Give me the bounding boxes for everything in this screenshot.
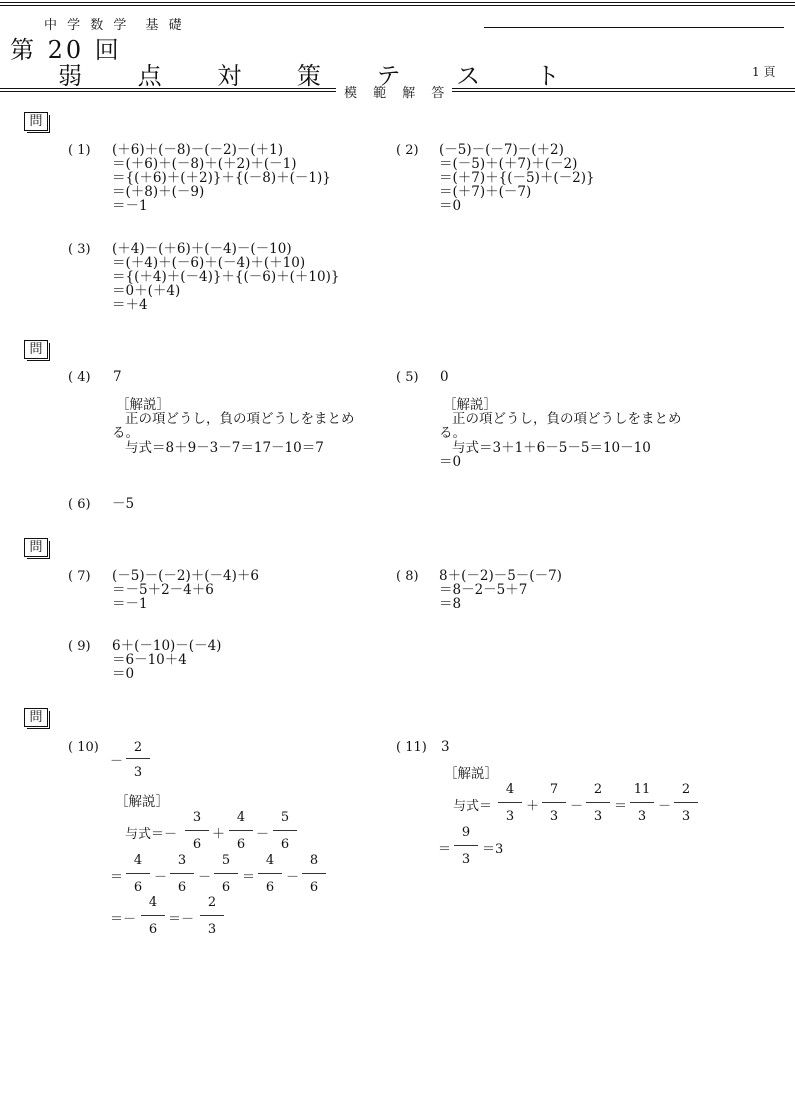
work-line: ＝6－10＋4 <box>112 652 187 668</box>
problem-5-answer: 0 <box>440 369 449 385</box>
name-line <box>484 27 784 28</box>
denominator: 3 <box>637 809 647 824</box>
work-line: ＝8－2－5＋7 <box>439 582 528 598</box>
work-line: ＝(－5)＋(＋7)＋(－2) <box>439 156 578 172</box>
explanation-line: る。 <box>112 425 139 441</box>
fraction-bar <box>454 845 478 846</box>
expression-prefix: ＝－ <box>110 912 137 927</box>
section-mark-2: 問 <box>24 340 48 359</box>
explanation-line: 正の項どうし，負の項どうしをまとめ <box>452 411 682 427</box>
problem-6-answer: －5 <box>112 496 135 512</box>
section-mark-1: 問 <box>24 112 48 131</box>
test-title: 弱 点 対 策 テ ス ト <box>58 62 584 90</box>
problem-7-number: ( 7) <box>68 569 91 584</box>
denominator: 3 <box>549 809 559 824</box>
numerator: 3 <box>192 810 202 825</box>
explanation-line: 正の項どうし，負の項どうしをまとめ <box>125 411 355 427</box>
fraction-bar <box>273 830 297 831</box>
fraction-bar <box>170 873 194 874</box>
top-rule <box>0 2 795 6</box>
numerator: 3 <box>177 853 187 868</box>
problem-5-number: ( 5) <box>396 370 419 385</box>
page-number: 1 頁 <box>752 65 776 79</box>
numerator: 5 <box>280 810 290 825</box>
work-line: (＋6)＋(－8)－(－2)－(＋1) <box>112 142 283 158</box>
round-number: 第 20 回 <box>10 36 122 64</box>
fraction-bar <box>185 830 209 831</box>
fraction-bar <box>229 830 253 831</box>
denominator: 3 <box>505 809 515 824</box>
work-line: ＝0 <box>439 198 462 214</box>
expression-prefix: 与式＝ <box>453 799 493 814</box>
numerator: 2 <box>133 740 143 755</box>
result: ＝3 <box>482 842 504 857</box>
fraction-bar <box>674 802 698 803</box>
problem-4-answer: 7 <box>113 369 122 385</box>
operator: － <box>286 870 300 885</box>
equals: ＝ <box>614 799 628 814</box>
expression-prefix: ＝ <box>438 842 452 857</box>
explanation-line: 与式＝8＋9－3－7＝17－10＝7 <box>125 440 324 456</box>
problem-6-number: ( 6) <box>68 497 91 512</box>
title-rule-right <box>452 88 795 92</box>
problem-4-kaisetsu: ［解説］ <box>116 397 170 413</box>
problem-10-number: ( 10) <box>68 740 99 755</box>
denominator: 6 <box>221 880 231 895</box>
operator: － <box>198 870 212 885</box>
problem-1-number: ( 1) <box>68 143 91 158</box>
problem-11-number: ( 11) <box>396 740 427 755</box>
explanation-line: 与式＝3＋1＋6－5－5＝10－10 <box>452 440 651 456</box>
denominator: 3 <box>133 765 143 780</box>
operator: ＋ <box>526 799 540 814</box>
numerator: 9 <box>461 825 471 840</box>
denominator: 6 <box>236 837 246 852</box>
operator: ＋ <box>212 827 226 842</box>
denominator: 3 <box>207 922 217 937</box>
fraction-bar <box>258 873 282 874</box>
work-line: (－5)－(－7)－(＋2) <box>439 142 564 158</box>
equals: ＝ <box>242 870 256 885</box>
work-line: ＝(＋7)＋{(－5)＋(－2)} <box>439 170 595 186</box>
explanation-line: る。 <box>439 425 466 441</box>
numerator: 4 <box>133 853 143 868</box>
numerator: 4 <box>265 853 275 868</box>
denominator: 3 <box>593 809 603 824</box>
fraction-bar <box>126 758 150 759</box>
denominator: 6 <box>192 837 202 852</box>
fraction-bar <box>126 873 150 874</box>
denominator: 3 <box>681 809 691 824</box>
fraction-bar <box>586 802 610 803</box>
work-line: 6＋(－10)－(－4) <box>112 638 222 654</box>
work-line: ＝0＋(＋4) <box>112 283 181 299</box>
work-line: 8＋(－2)－5－(－7) <box>439 568 562 584</box>
work-line: (－5)－(－2)＋(－4)＋6 <box>112 568 259 584</box>
section-mark-4: 問 <box>24 708 48 727</box>
denominator: 6 <box>133 880 143 895</box>
work-line: ＝0 <box>112 666 135 682</box>
operator: － <box>570 799 584 814</box>
section-mark-3: 問 <box>24 538 48 557</box>
problem-5-kaisetsu: ［解説］ <box>443 397 497 413</box>
work-line: ＝(＋6)＋(－8)＋(＋2)＋(－1) <box>112 156 297 172</box>
work-line: (＋4)－(＋6)＋(－4)－(－10) <box>112 241 292 257</box>
denominator: 6 <box>280 837 290 852</box>
denominator: 3 <box>461 852 471 867</box>
answer-label: 模 範 解 答 <box>344 86 451 101</box>
title-rule-left <box>0 88 336 92</box>
fraction-bar <box>302 873 326 874</box>
work-line: ＝＋4 <box>112 297 148 313</box>
problem-8-number: ( 8) <box>396 569 419 584</box>
denominator: 6 <box>148 922 158 937</box>
problem-10-kaisetsu: ［解説］ <box>115 794 169 810</box>
operator: － <box>256 827 270 842</box>
numerator: 4 <box>148 895 158 910</box>
numerator: 2 <box>207 895 217 910</box>
numerator: 4 <box>505 782 515 797</box>
subject-label: 中 学 数 学 基 礎 <box>44 18 185 33</box>
numerator: 5 <box>221 853 231 868</box>
problem-9-number: ( 9) <box>68 639 91 654</box>
work-line: ＝(＋7)＋(－7) <box>439 184 532 200</box>
minus-sign: － <box>110 754 124 769</box>
denominator: 6 <box>265 880 275 895</box>
work-line: ＝{(＋6)＋(＋2)}＋{(－8)＋(－1)} <box>112 170 331 186</box>
work-line: ＝－1 <box>112 596 148 612</box>
problem-11-kaisetsu: ［解説］ <box>444 766 498 782</box>
expression-prefix: 与式＝－ <box>125 827 178 842</box>
work-line: ＝8 <box>439 596 462 612</box>
equals: ＝－ <box>168 912 195 927</box>
fraction-bar <box>630 802 654 803</box>
explanation-line: ＝0 <box>439 454 462 470</box>
work-line: ＝(＋4)＋(－6)＋(－4)＋(＋10) <box>112 255 306 271</box>
work-line: ＝－1 <box>112 198 148 214</box>
fraction-bar <box>214 873 238 874</box>
numerator: 7 <box>549 782 559 797</box>
work-line: ＝{(＋4)＋(－4)}＋{(－6)＋(＋10)} <box>112 269 340 285</box>
fraction-bar <box>141 915 165 916</box>
operator: － <box>154 870 168 885</box>
numerator: 8 <box>309 853 319 868</box>
numerator: 4 <box>236 810 246 825</box>
problem-4-number: ( 4) <box>68 370 91 385</box>
fraction-bar <box>200 915 224 916</box>
numerator: 2 <box>593 782 603 797</box>
work-line: ＝－5＋2－4＋6 <box>112 582 214 598</box>
problem-3-number: ( 3) <box>68 242 91 257</box>
numerator: 11 <box>633 782 651 797</box>
operator: － <box>658 799 672 814</box>
fraction-bar <box>498 802 522 803</box>
work-line: ＝(＋8)＋(－9) <box>112 184 205 200</box>
expression-prefix: ＝ <box>110 870 124 885</box>
numerator: 2 <box>681 782 691 797</box>
problem-2-number: ( 2) <box>396 143 419 158</box>
denominator: 6 <box>177 880 187 895</box>
denominator: 6 <box>309 880 319 895</box>
fraction-bar <box>542 802 566 803</box>
problem-11-answer: 3 <box>441 739 450 755</box>
